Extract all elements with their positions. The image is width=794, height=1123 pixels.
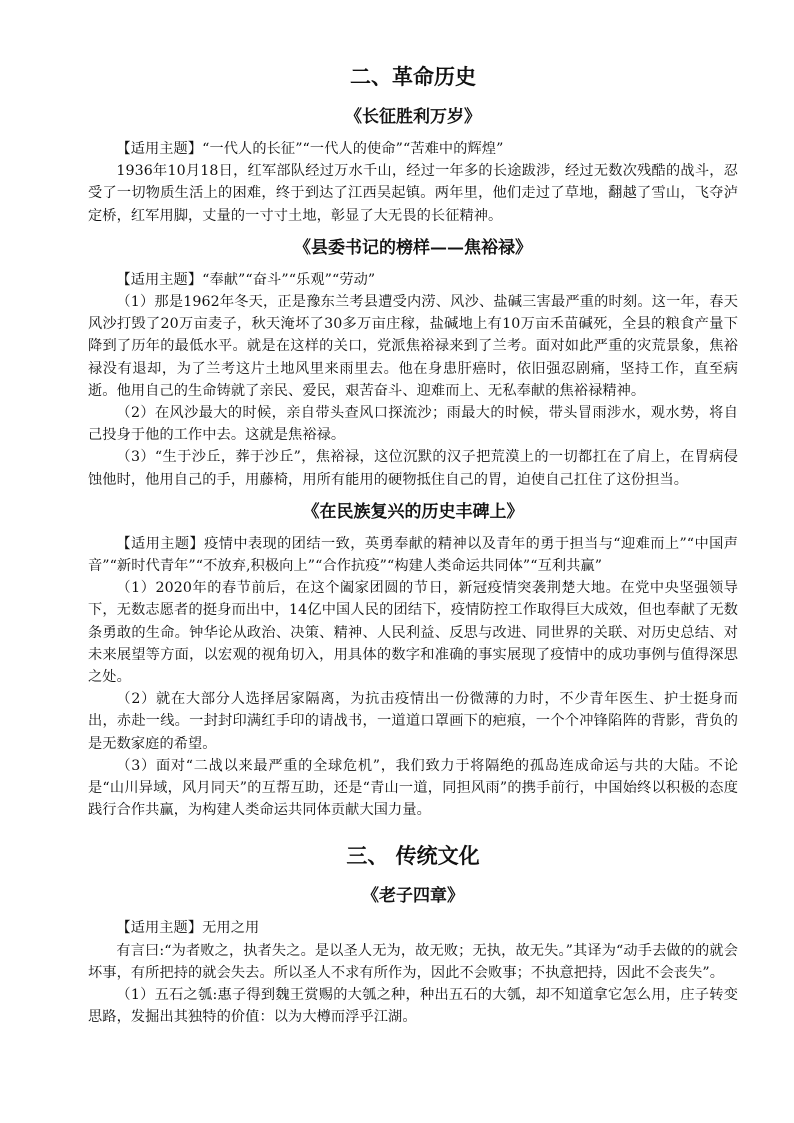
- topic-text: 疫情中表现的团结一致，英勇奉献的精神以及青年的勇于担当与“迎难而上”“中国声音”“新时代青年”“不放弃,积极向上”“合作抗疫”“构建人类命运共同体”“互利共赢”: [88, 535, 739, 575]
- topic-text: “奉献”“奋斗”“乐观”“劳动”: [202, 271, 376, 288]
- paragraph: （1）五石之瓠:惠子得到魏王赏赐的大瓠之种，种出五石的大瓠，却不知道拿它怎么用，庄子转变思路，发掘出其独特的价值：以为大樽而浮乎江湖。: [88, 987, 738, 1026]
- section-title-revolutionary-history: 二、革命历史: [350, 64, 476, 89]
- topic-line: [88, 269, 738, 291]
- document-page: [88, 62, 738, 1029]
- paragraph: （3）面对“二战以来最严重的全球危机”，我们致力于将隔绝的孤岛连成命运与共的大陆。不论是“山川异域，风月同天”的互帮互助，还是“青山一道，同担风雨”的携手前行，中国始终以积极的态度践行合作共赢，为构建人类命运共同体贡献大国力量。: [88, 757, 738, 819]
- topic-text: 无用之用: [202, 920, 260, 937]
- paragraph: （3）“生于沙丘，葬于沙丘”，焦裕禄，这位沉默的汉子把荒漠上的一切都扛在了肩上，在胃病侵蚀他时，他用自己的手，用藤椅，用所有能用的硬物抵住自己的胃，迫使自己扛住了这份担当。: [88, 449, 738, 488]
- topic-tag: 【适用主题】: [116, 271, 203, 288]
- article-title-jiao-yulu: 《县委书记的榜样——焦裕禄》: [294, 237, 532, 258]
- paragraph: （2）在风沙最大的时候，亲自带头查风口探流沙；雨最大的时候，带头冒雨涉水，观水势，将自己投身于他的工作中去。这就是焦裕禄。: [88, 405, 738, 444]
- topic-text: “一代人的长征”“一代人的使命”“苦难中的辉煌”: [202, 141, 504, 157]
- topic-line: [88, 138, 738, 160]
- paragraph: 有言曰:“为者败之，执者失之。是以圣人无为，故无败；无执，故无失。”其译为“动手去做的的就会坏事，有所把持的就会失去。所以圣人不求有所作为，因此不会败事；不执意把持，因此不会丧失”。: [88, 942, 738, 981]
- topic-line: [88, 533, 738, 577]
- topic-line: [88, 917, 738, 939]
- paragraph: （2）就在大部分人选择居家隔离，为抗击疫情出一份微薄的力时，不少青年医生、护士挺身而出，赤赴一线。一封封印满红手印的请战书，一道道口罩画下的疤痕，一个个冲锋陷阵的背影，背负的是无数家庭的希望。: [88, 691, 738, 752]
- article-title-laozi: 《老子四章》: [362, 886, 464, 907]
- section-title-traditional-culture: 三、 传统文化: [346, 843, 480, 869]
- topic-tag: 【适用主题】: [116, 920, 203, 937]
- article-title-long-march: 《长征胜利万岁》: [345, 107, 481, 127]
- topic-tag: 【适用主题】: [116, 535, 205, 552]
- article-title-national-rejuvenation: 《在民族复兴的历史丰碑上》: [302, 501, 524, 522]
- topic-tag: 【适用主题】: [116, 141, 203, 157]
- paragraph: （1）2020年的春节前后，在这个阖家团圆的节日，新冠疫情突袭荆楚大地。在党中央坚强领导下，无数志愿者的挺身而出中，14亿中国人民的团结下，疫情防控工作取得巨大成效，但也奉献了无数条勇敢的生命。钟华论从政治、决策、精神、人民利益、反思与改进、同世界的关联、对历史总结、对未来展望等方面，以宏观的视角切入，用具体的数字和准确的事实展现了疫情中的成功事例与值得深思之处。: [88, 580, 738, 686]
- paragraph: （1）那是1962年冬天，正是豫东兰考县遭受内涝、风沙、盐碱三害最严重的时刻。这一年，春天风沙打毁了20万亩麦子，秋天淹坏了30多万亩庄稼，盐碱地上有10万亩禾苗碱死，全县的粮食产量下降到了历年的最低水平。就是在这样的关口，党派焦裕禄来到了兰考。面对如此严重的灾荒景象，焦裕禄没有退却，为了兰考这片土地风里来雨里去。他在身患肝癌时，依旧强忍剧痛，坚持工作，直至病逝。他用自己的生命铸就了亲民、爱民，艰苦奋斗、迎难而上、无私奉献的焦裕禄精神。: [88, 294, 738, 399]
- paragraph: 1936年10月18日，红军部队经过万水千山，经过一年多的长途跋涉，经过无数次残酷的战斗，忍受了一切物质生活上的困难，终于到达了江西吴起镇。两年里，他们走过了草地，翻越了雪山，飞夺泸定桥，红军用脚，丈量的一寸寸土地，彰显了大无畏的长征精神。: [88, 163, 738, 224]
